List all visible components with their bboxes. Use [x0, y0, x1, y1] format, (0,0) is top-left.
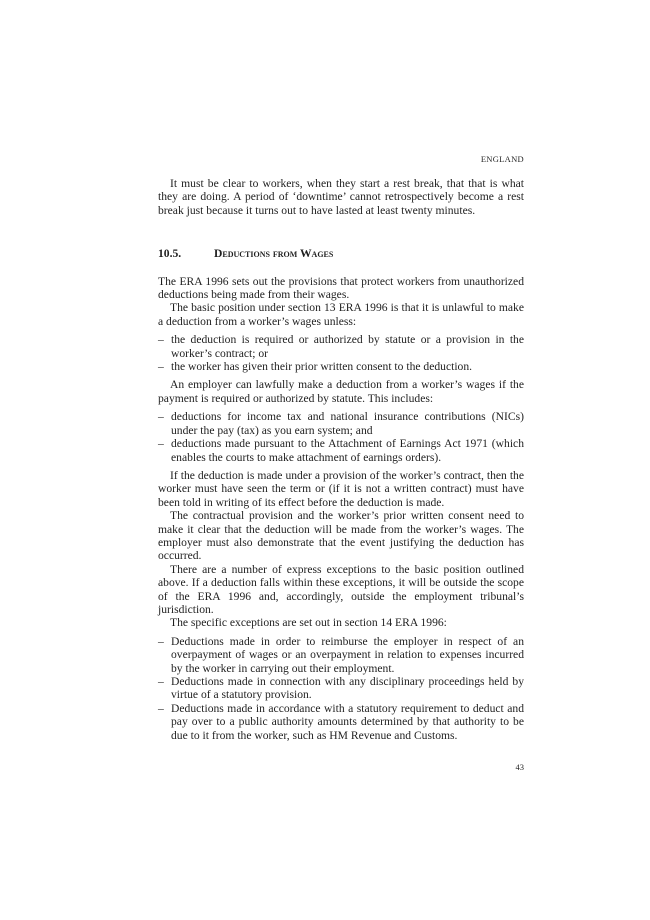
list-item: – Deductions made in connection with any disciplinary proceedings held by virtue of a statutory provision.: [158, 675, 524, 702]
dash-list: [158, 410, 524, 464]
paragraph: An employer can lawfully make a deduction from a worker’s wages if the payment is required or authorized by statute. This includes:: [158, 378, 524, 405]
paragraph: The ERA 1996 sets out the provisions that protect workers from unauthorized deductions being made from their wages.: [158, 274, 524, 302]
intro-paragraph: It must be clear to workers, when they start a rest break, that that is what they are doing. A period of ‘downtime’ cannot retrospectively become a rest break just because it turns out to have lasted at least twenty minutes.: [158, 177, 524, 217]
list-item: – the worker has given their prior written consent to the deduction.: [158, 360, 524, 373]
section-title: Deductions from Wages: [214, 247, 334, 261]
paragraph: The basic position under section 13 ERA 1996 is that it is unlawful to make a deduction from a worker’s wages unless:: [158, 301, 524, 328]
running-head: ENGLAND: [480, 154, 524, 164]
paragraph: If the deduction is made under a provision of the worker’s contract, then the worker must have seen the term or (if it is not a written contract) must have been told in writing of its effect before the deduction is made.: [158, 468, 524, 509]
section-number: 10.5.: [158, 247, 182, 261]
dash-list: [158, 635, 524, 742]
list-item: – the deduction is required or authorized by statute or a provision in the worker’s contract; or: [158, 333, 524, 360]
body-text: [158, 177, 524, 747]
list-item: – deductions made pursuant to the Attachment of Earnings Act 1971 (which enables the courts to make attachment of earnings orders).: [158, 437, 524, 464]
dash-list: [158, 333, 524, 373]
list-item: – Deductions made in order to reimburse the employer in respect of an overpayment of wages or an overpayment in relation to expenses incurred by the worker in carrying out their employment.: [158, 635, 524, 675]
section-heading: [158, 247, 524, 260]
page-number: 43: [515, 762, 524, 772]
list-item: – deductions for income tax and national insurance contributions (NICs) under the pay (tax) as you earn system; and: [158, 410, 524, 437]
paragraph: The contractual provision and the worker’s prior written consent need to make it clear that the deduction will be made from the worker’s wages. The employer must also demonstrate that the event justifying the deduction has occurred.: [158, 509, 524, 563]
list-item: – Deductions made in accordance with a statutory requirement to deduct and pay over to a public authority amounts determined by that authority to be due to it from the worker, such as HM Revenue and Customs.: [158, 702, 524, 742]
paragraph: The specific exceptions are set out in section 14 ERA 1996:: [170, 616, 447, 630]
paragraph: There are a number of express exceptions to the basic position outlined above. If a deduction falls within these exceptions, it will be outside the scope of the ERA 1996 and, accordingly, outside the employment tribunal’s jurisdiction.: [158, 562, 524, 616]
